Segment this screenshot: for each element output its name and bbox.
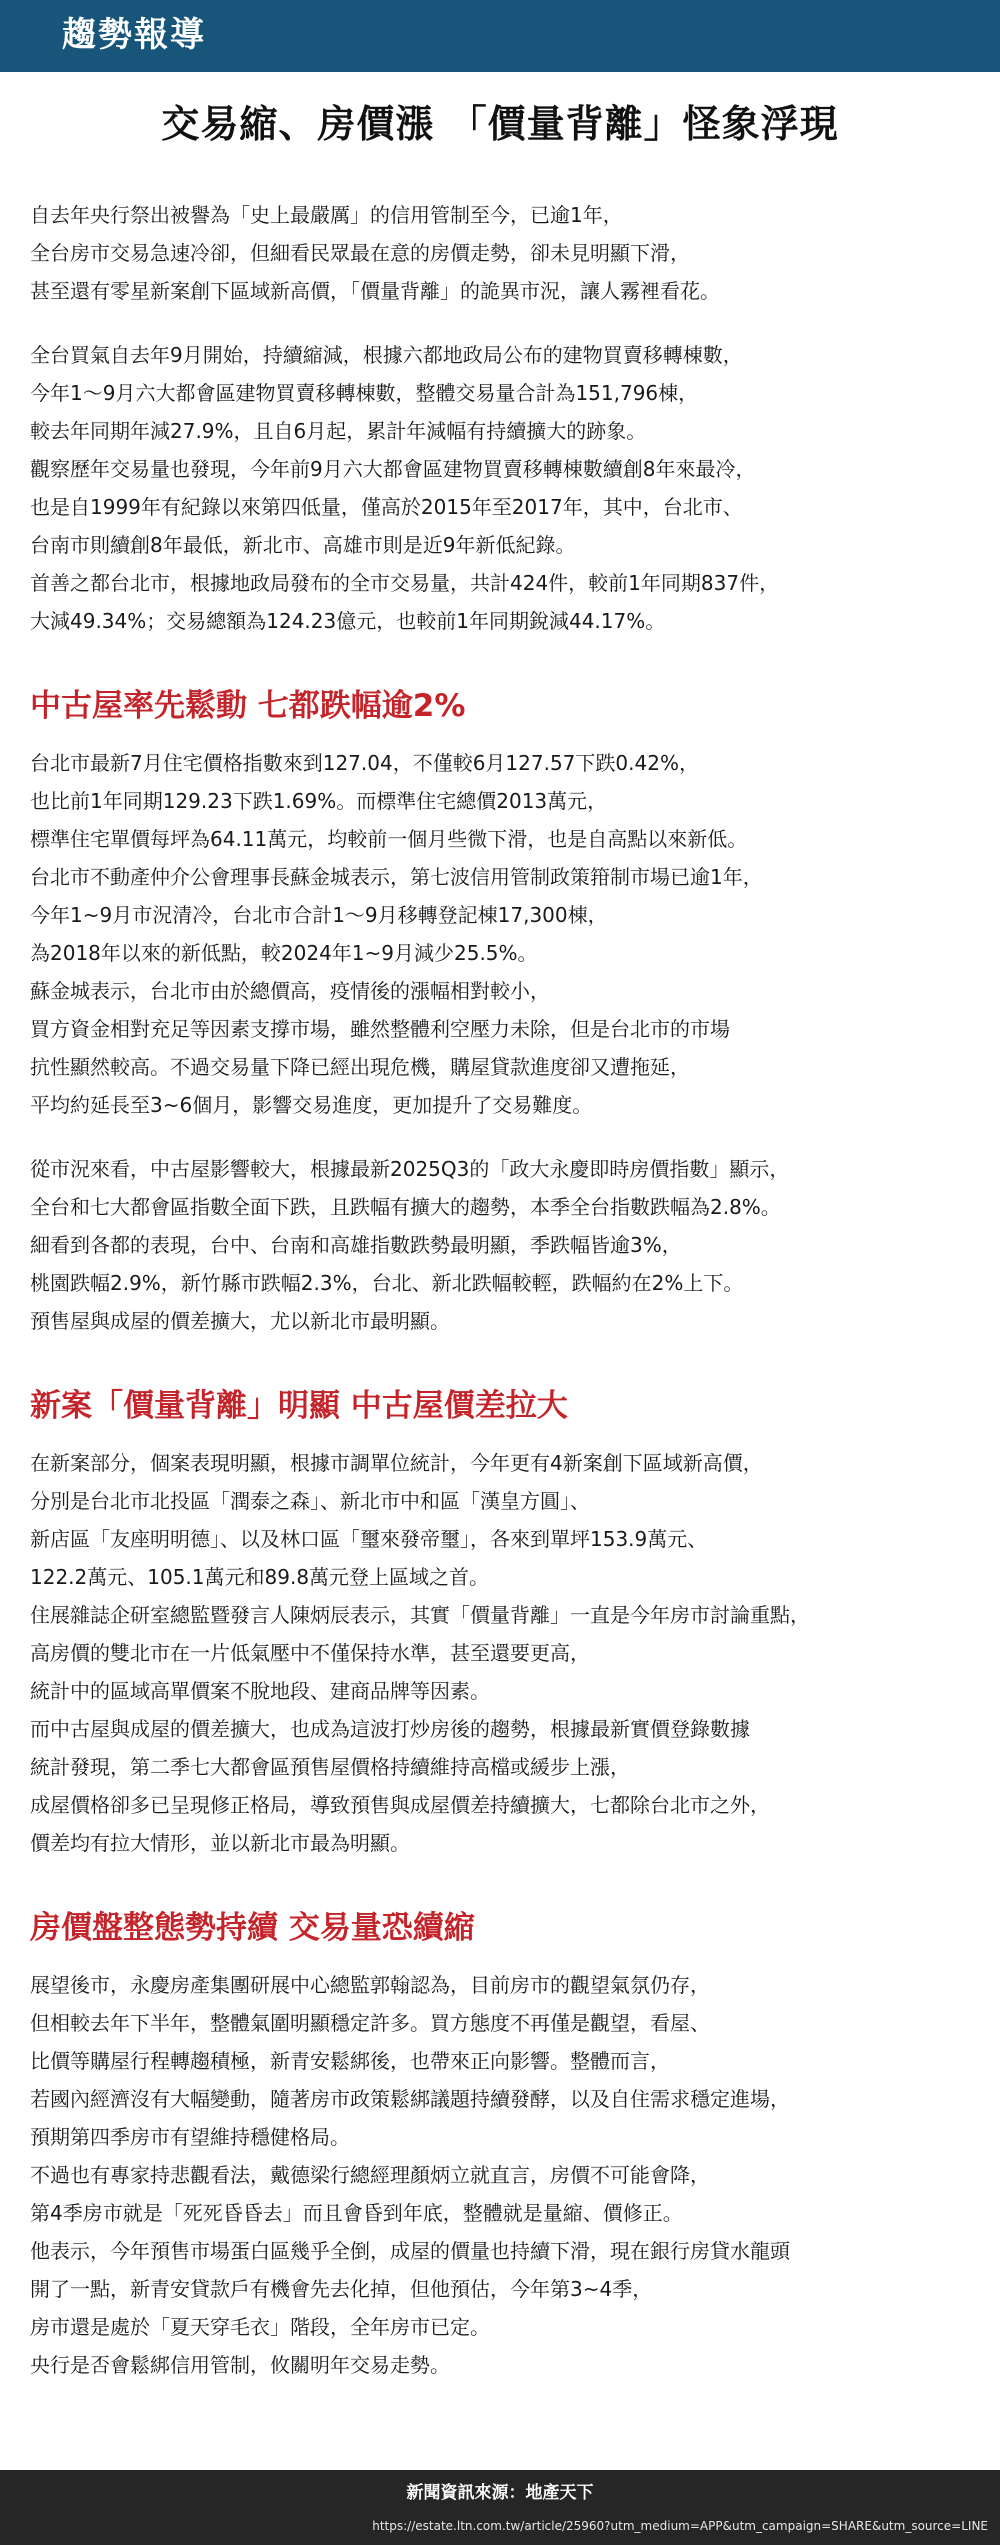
text-line: 高房價的雙北市在一片低氣壓中不僅保持水準，甚至還要更高， [30,1641,590,1665]
text-line: 央行是否會鬆綁信用管制，攸關明年交易走勢。 [30,2353,450,2377]
text-line: 台北市不動產仲介公會理事長蘇金城表示，第七波信用管制政策箝制市場已逾1年， [30,865,763,889]
text-line: 比價等購屋行程轉趨積極，新青安鬆綁後，也帶來正向影響。整體而言， [30,2049,670,2073]
text-line: 成屋價格卻多已呈現修正格局，導致預售與成屋價差持續擴大，七都除台北市之外， [30,1793,770,1817]
text-line: 抗性顯然較高。不過交易量下降已經出現危機，購屋貸款進度卻又遭拖延， [30,1055,690,1079]
paragraph [30,336,985,640]
text-line: 台南市則續創8年最低，新北市、高雄市則是近9年新低紀錄。 [30,533,576,557]
text-line: 展望後市，永慶房產集團研展中心總監郭翰認為，目前房市的觀望氣氛仍存， [30,1973,710,1997]
text-line: 從市況來看，中古屋影響較大，根據最新2025Q3的「政大永慶即時房價指數」顯示， [30,1157,790,1181]
text-line: 也是自1999年有紀錄以來第四低量，僅高於2015年至2017年，其中，台北市、 [30,495,743,519]
news-source: 新聞資訊來源：地產天下 [406,2483,594,2503]
section-title: 中古屋率先鬆動 七都跌幅逾2% [30,688,466,724]
text-line: 分別是台北市北投區「潤泰之森」、新北市中和區「漢皇方圓」、 [30,1489,590,1513]
section-title: 新案「價量背離」明顯 中古屋價差拉大 [30,1388,568,1424]
text-line: 全台和七大都會區指數全面下跌，且跌幅有擴大的趨勢，本季全台指數跌幅為2.8%。 [30,1195,781,1219]
text-line: 細看到各都的表現，台中、台南和高雄指數跌勢最明顯，季跌幅皆逾3%， [30,1233,682,1257]
text-line: 統計發現，第二季七大都會區預售屋價格持續維持高檔或緩步上漲， [30,1755,630,1779]
text-line: 統計中的區域高單價案不脫地段、建商品牌等因素。 [30,1679,490,1703]
paragraph [30,196,985,310]
text-line: 預售屋與成屋的價差擴大，尤以新北市最明顯。 [30,1309,450,1333]
section-title: 房價盤整態勢持續 交易量恐續縮 [30,1910,475,1946]
text-line: 122.2萬元、105.1萬元和89.8萬元登上區域之首。 [30,1565,490,1589]
source-url[interactable]: https://estate.ltn.com.tw/article/25960?utm_medium=APP&utm_campaign=SHARE&utm_source=LINE [372,2519,988,2533]
paragraph [30,1444,985,1862]
text-line: 觀察歷年交易量也發現，今年前9月六大都會區建物買賣移轉棟數續創8年來最冷， [30,457,756,481]
text-line: 房市還是處於「夏天穿毛衣」階段，全年房市已定。 [30,2315,490,2339]
paragraph [30,744,985,1124]
text-line: 第4季房市就是「死死昏昏去」而且會昏到年底，整體就是量縮、價修正。 [30,2201,683,2225]
text-line: 甚至還有零星新案創下區域新高價，「價量背離」的詭異市況，讓人霧裡看花。 [30,279,720,303]
text-line: 大減49.34%；交易總額為124.23億元，也較前1年同期銳減44.17%。 [30,609,666,633]
text-line: 他表示，今年預售市場蛋白區幾乎全倒，成屋的價量也持續下滑，現在銀行房貸水龍頭 [30,2239,790,2263]
text-line: 不過也有專家持悲觀看法，戴德梁行總經理顏炳立就直言，房價不可能會降， [30,2163,710,2187]
header-bar [0,0,1000,72]
text-line: 住展雜誌企研室總監暨發言人陳炳辰表示，其實「價量背離」一直是今年房市討論重點， [30,1603,810,1627]
text-line: 為2018年以來的新低點，較2024年1~9月減少25.5%。 [30,941,538,965]
text-line: 蘇金城表示，台北市由於總價高，疫情後的漲幅相對較小， [30,979,550,1003]
text-line: 但相較去年下半年，整體氣圍明顯穩定許多。買方態度不再僅是觀望，看屋、 [30,2011,710,2035]
text-line: 買方資金相對充足等因素支撐市場，雖然整體利空壓力未除，但是台北市的市場 [30,1017,730,1041]
text-line: 標準住宅單價每坪為64.11萬元，均較前一個月些微下滑，也是自高點以來新低。 [30,827,748,851]
text-line: 若國內經濟沒有大幅變動，隨著房市政策鬆綁議題持續發酵，以及自住需求穩定進場， [30,2087,790,2111]
footer [0,2470,1000,2545]
text-line: 新店區「友座明明德」、以及林口區「璽來發帝璽」，各來到單坪153.9萬元、 [30,1527,708,1551]
text-line: 今年1～9月六大都會區建物買賣移轉棟數，整體交易量合計為151,796棟， [30,381,699,405]
brand-title: 趨勢報導 [62,15,206,55]
text-line: 全台買氣自去年9月開始，持續縮減，根據六都地政局公布的建物買賣移轉棟數， [30,343,743,367]
article-headline: 交易縮、房價漲 「價量背離」怪象浮現 [161,102,839,146]
text-line: 價差均有拉大情形，並以新北市最為明顯。 [30,1831,410,1855]
text-line: 台北市最新7月住宅價格指數來到127.04，不僅較6月127.57下跌0.42%， [30,751,699,775]
text-line: 在新案部分，個案表現明顯，根據市調單位統計，今年更有4新案創下區域新高價， [30,1451,763,1475]
text-line: 開了一點，新青安貸款戶有機會先去化掉，但他預估，今年第3~4季， [30,2277,653,2301]
text-line: 平均約延長至3~6個月，影響交易進度，更加提升了交易難度。 [30,1093,593,1117]
article-body [30,196,985,2410]
text-line: 全台房市交易急速冷卻，但細看民眾最在意的房價走勢，卻未見明顯下滑， [30,241,690,265]
text-line: 預期第四季房市有望維持穩健格局。 [30,2125,350,2149]
text-line: 今年1~9月市況清冷，台北市合計1～9月移轉登記棟17,300棟， [30,903,608,927]
text-line: 較去年同期年減27.9%，且自6月起，累計年減幅有持續擴大的跡象。 [30,419,647,443]
text-line: 首善之都台北市，根據地政局發布的全市交易量，共計424件，較前1年同期837件， [30,571,780,595]
paragraph [30,1966,985,2384]
paragraph [30,1150,985,1340]
text-line: 也比前1年同期129.23下跌1.69%。而標準住宅總價2013萬元， [30,789,608,813]
text-line: 自去年央行祭出被譽為「史上最嚴厲」的信用管制至今，已逾1年， [30,203,623,227]
text-line: 而中古屋與成屋的價差擴大，也成為這波打炒房後的趨勢，根據最新實價登錄數據 [30,1717,750,1741]
text-line: 桃園跌幅2.9%，新竹縣市跌幅2.3%，台北、新北跌幅較輕，跌幅約在2%上下。 [30,1271,744,1295]
